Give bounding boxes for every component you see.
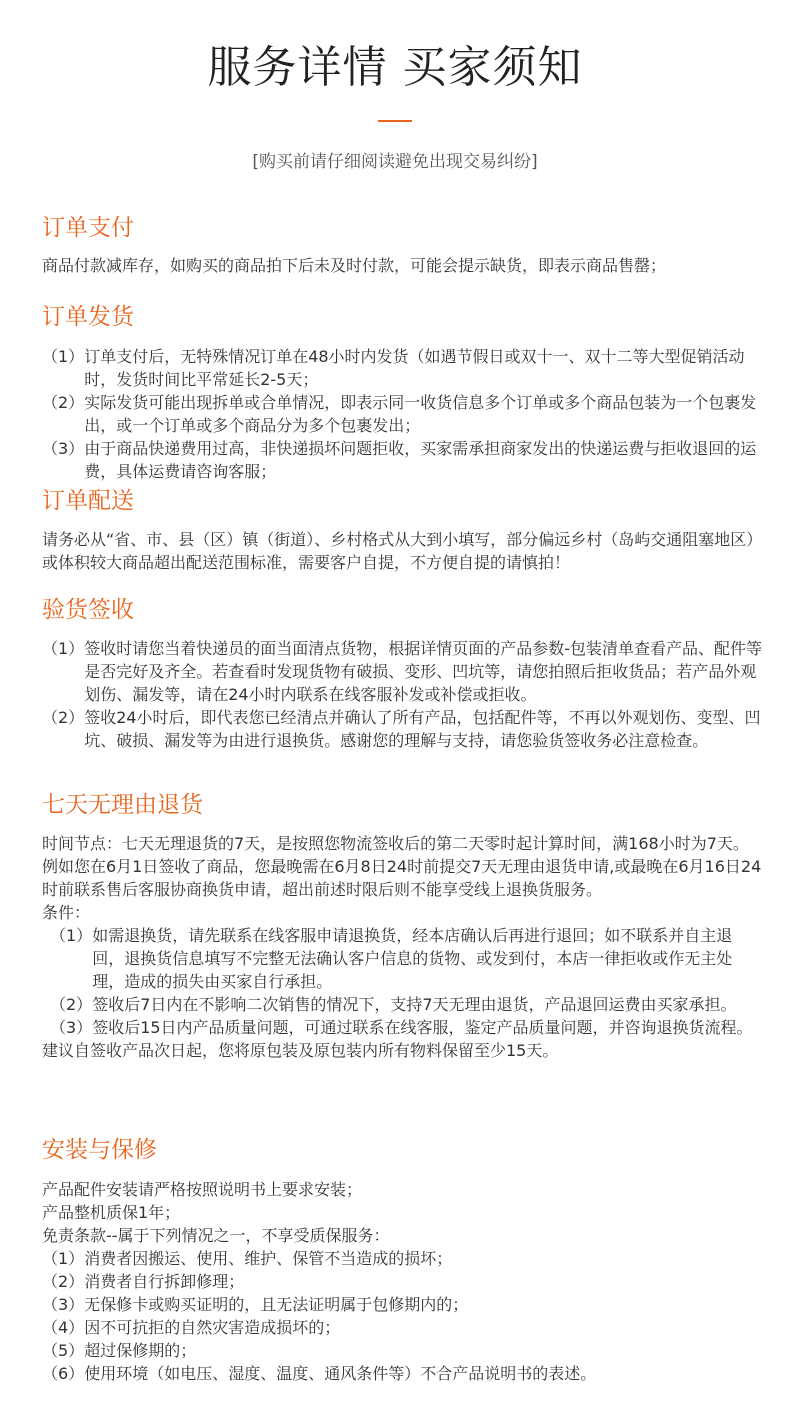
section-inspection-receipt [42,595,762,752]
section-heading: 七天无理由退货 [42,792,203,818]
section-order-shipping [42,302,762,483]
conditions-list [42,924,762,1039]
item-number: （3） [42,439,85,458]
item-number: （1） [42,347,85,366]
paragraph: 产品配件安装请严格按照说明书上要求安装； [42,1180,363,1199]
conditions-label: 条件： [42,903,91,922]
section-body [42,637,762,752]
item-text: 由于商品快递费用过高，非快递损坏问题拒收，买家需承担商家发出的快递运费与拒收退回的运费，具体运费请咨询客服； [84,439,757,481]
section-body [42,1178,762,1385]
item-number: （1） [42,1249,85,1268]
page-title: 服务详情 买家须知 [207,42,583,93]
item-number: （1） [50,926,93,945]
item-number: （2） [42,1272,85,1291]
list-item [42,1293,762,1316]
item-text: 签收24小时后，即代表您已经清点并确认了所有产品，包括配件等，不再以外观划伤、变型、凹坑、破损、漏发等为由进行退换货。感谢您的理解与支持，请您验货签收务必注意检查。 [84,708,761,750]
item-text: 订单支付后，无特殊情况订单在48小时内发货（如遇节假日或双十一、双十二等大型促销活动时，发货时间比平常延长2-5天； [84,347,745,389]
section-body [42,254,762,277]
section-heading: 订单支付 [42,215,134,241]
section-heading: 安装与保修 [42,1137,157,1163]
list-item [50,924,762,993]
list-item [42,345,762,391]
list-item [42,1339,762,1362]
item-text: 使用环境（如电压、湿度、温度、通风条件等）不合产品说明书的表述。 [84,1364,597,1383]
item-number: （3） [50,1018,93,1037]
list-item [42,1362,762,1385]
list-item [42,391,762,437]
item-text: 签收后7日内在不影响二次销售的情况下，支持7天无理由退货，产品退回运费由买家承担。 [92,995,737,1014]
section-order-payment [42,213,762,277]
item-number: （4） [42,1318,85,1337]
item-text: 签收时请您当着快递员的面当面清点货物，根据详情页面的产品参数-包装清单查看产品、配件等是否完好及齐全。若查看时发现货物有破损、变形、凹坑等，请您拍照后拒收货品；若产品外观划伤、漏发等，请在24小时内联系在线客服补发或补偿或拒收。 [84,639,762,704]
list-item [42,637,762,706]
list-item [42,1247,762,1270]
section-body [42,345,762,483]
list-item [42,1270,762,1293]
item-text: 因不可抗拒的自然灾害造成损坏的； [84,1318,341,1337]
list-item [50,993,762,1016]
title-divider [378,120,412,122]
item-text: 消费者自行拆卸修理； [84,1272,245,1291]
paragraph: 商品付款减库存，如购买的商品拍下后未及时付款，可能会提示缺货，即表示商品售罄； [42,256,667,275]
section-body [42,832,762,1062]
section-seven-day-return [42,790,762,1062]
list-item [42,1316,762,1339]
section-installation-warranty [42,1135,762,1385]
paragraph: 时间节点：七天无理退货的7天，是按照您物流签收后的第二天零时起计算时间，满168小时为7天。例如您在6月1日签收了商品，您最晚需在6月8日24时前提交7天无理由退货申请,或最晚在6月16日24时前联系售后客服协商换货申请，超出前述时限后则不能享受线上退换货服务。 [42,834,762,899]
item-number: （2） [42,393,85,412]
item-text: 实际发货可能出现拆单或合单情况，即表示同一收货信息多个订单或多个商品包装为一个包裹发出，或一个订单或多个商品分为多个包裹发出； [84,393,757,435]
item-text: 超过保修期的； [84,1341,197,1360]
paragraph: 产品整机质保1年； [42,1203,181,1222]
page-subtitle: [购买前请仔细阅读避免出现交易纠纷] [252,152,538,172]
paragraph: 免责条款--属于下列情况之一，不享受质保服务： [42,1226,390,1245]
item-text: 无保修卡或购买证明的，且无法证明属于包修期内的； [84,1295,469,1314]
item-number: （5） [42,1341,85,1360]
list-item [42,706,762,752]
list-item [42,437,762,483]
item-number: （2） [42,708,85,727]
section-order-delivery [42,486,762,574]
section-heading: 订单发货 [42,304,134,330]
item-text: 签收后15日内产品质量问题，可通过联系在线客服，鉴定产品质量问题，并咨询退换货流程。 [92,1018,753,1037]
item-number: （3） [42,1295,85,1314]
item-number: （1） [42,639,85,658]
item-number: （2） [50,995,93,1014]
item-number: （6） [42,1364,85,1383]
item-text: 消费者因搬运、使用、维护、保管不当造成的损坏； [84,1249,453,1268]
section-heading: 验货签收 [42,597,134,623]
paragraph: 请务必从“省、市、县（区）镇（街道）、乡村格式从大到小填写，部分偏远乡村（岛屿交通阻塞地区）或体积较大商品超出配送范围标准，需要客户自提，不方便自提的请慎拍！ [42,530,755,572]
section-heading: 订单配送 [42,488,134,514]
paragraph: 建议自签收产品次日起，您将原包装及原包装内所有物料保留至少15天。 [42,1041,559,1060]
list-item [50,1016,762,1039]
section-body [42,528,762,574]
item-text: 如需退换货，请先联系在线客服申请退换货，经本店确认后再进行退回；如不联系并自主退回，退换货信息填写不完整无法确认客户信息的货物、或发到付，本店一律拒收或作无主处理，造成的损失由买家自行承担。 [92,926,733,991]
